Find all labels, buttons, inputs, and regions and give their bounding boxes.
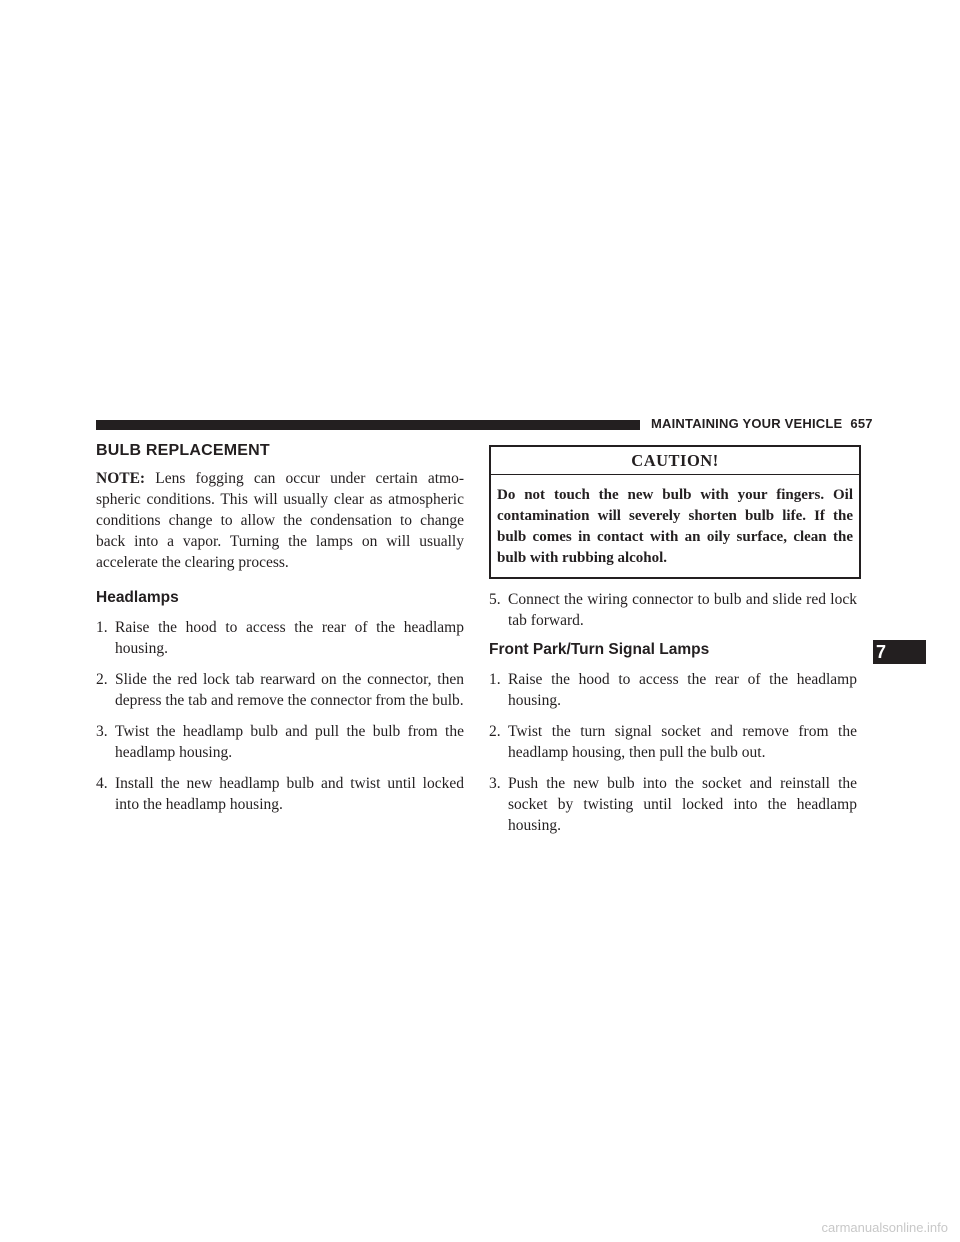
header-rule [96, 420, 640, 430]
list-item [96, 617, 464, 659]
headlamps-steps [96, 617, 464, 815]
front-park-steps [489, 669, 857, 836]
running-header [651, 416, 873, 431]
step-text: Twist the turn signal socket and remove from the headlamp housing, then pull the bulb out. [508, 723, 857, 761]
headlamps-heading: Headlamps [96, 589, 179, 606]
caution-title: CAUTION! [491, 447, 859, 475]
list-item [96, 721, 464, 763]
step-text: Install the new headlamp bulb and twist until locked into the headlamp housing. [115, 775, 464, 813]
step-number: 2. [96, 671, 108, 688]
step-text: Connect the wiring connector to bulb and slide red lock tab forward. [508, 591, 857, 629]
list-item [96, 669, 464, 711]
header-section-title: MAINTAINING YOUR VEHICLE [651, 416, 843, 431]
list-item [489, 721, 857, 763]
front-park-heading: Front Park/Turn Signal Lamps [489, 641, 710, 658]
step-text: Twist the headlamp bulb and pull the bulb from the headlamp housing. [115, 723, 464, 761]
note-paragraph [96, 468, 464, 573]
step-text: Raise the hood to access the rear of the headlamp housing. [115, 619, 464, 657]
step-number: 3. [96, 723, 108, 740]
step-number: 4. [96, 775, 108, 792]
page-number: 657 [850, 416, 873, 431]
list-item [489, 589, 857, 631]
left-column [96, 438, 464, 825]
step-number: 5. [489, 591, 501, 608]
step-text: Raise the hood to access the rear of the headlamp housing. [508, 671, 857, 709]
step-text: Push the new bulb into the socket and reinstall the socket by twisting until locked into the headlamp housing. [508, 775, 857, 834]
right-column [489, 438, 857, 846]
note-text: Lens fogging can occur under certain atmo-spheric conditions. This will usually clear as atmospheric conditions change to allow the condensation to change back into a vapor. Turning the lamps on will usually accelerate the clearing process. [96, 470, 465, 571]
note-label: NOTE: [96, 470, 146, 487]
list-item [96, 773, 464, 815]
caution-box [489, 445, 861, 579]
step-number: 2. [489, 723, 501, 740]
step-number: 1. [489, 671, 501, 688]
caution-text: Do not touch the new bulb with your fingers. Oil contamination will severely shorten bulb life. If the bulb comes in contact with an oily surface, clean the bulb with rubbing alcohol. [497, 487, 853, 566]
watermark: carmanualsonline.info [821, 1220, 948, 1235]
chapter-tab: 7 [873, 640, 926, 664]
step-number: 3. [489, 775, 501, 792]
section-title: BULB REPLACEMENT [96, 442, 270, 459]
step-number: 1. [96, 619, 108, 636]
list-item [489, 773, 857, 836]
step-text: Slide the red lock tab rearward on the connector, then depress the tab and remove the connector from the bulb. [115, 671, 464, 709]
headlamps-steps-continued [489, 589, 857, 631]
list-item [489, 669, 857, 711]
